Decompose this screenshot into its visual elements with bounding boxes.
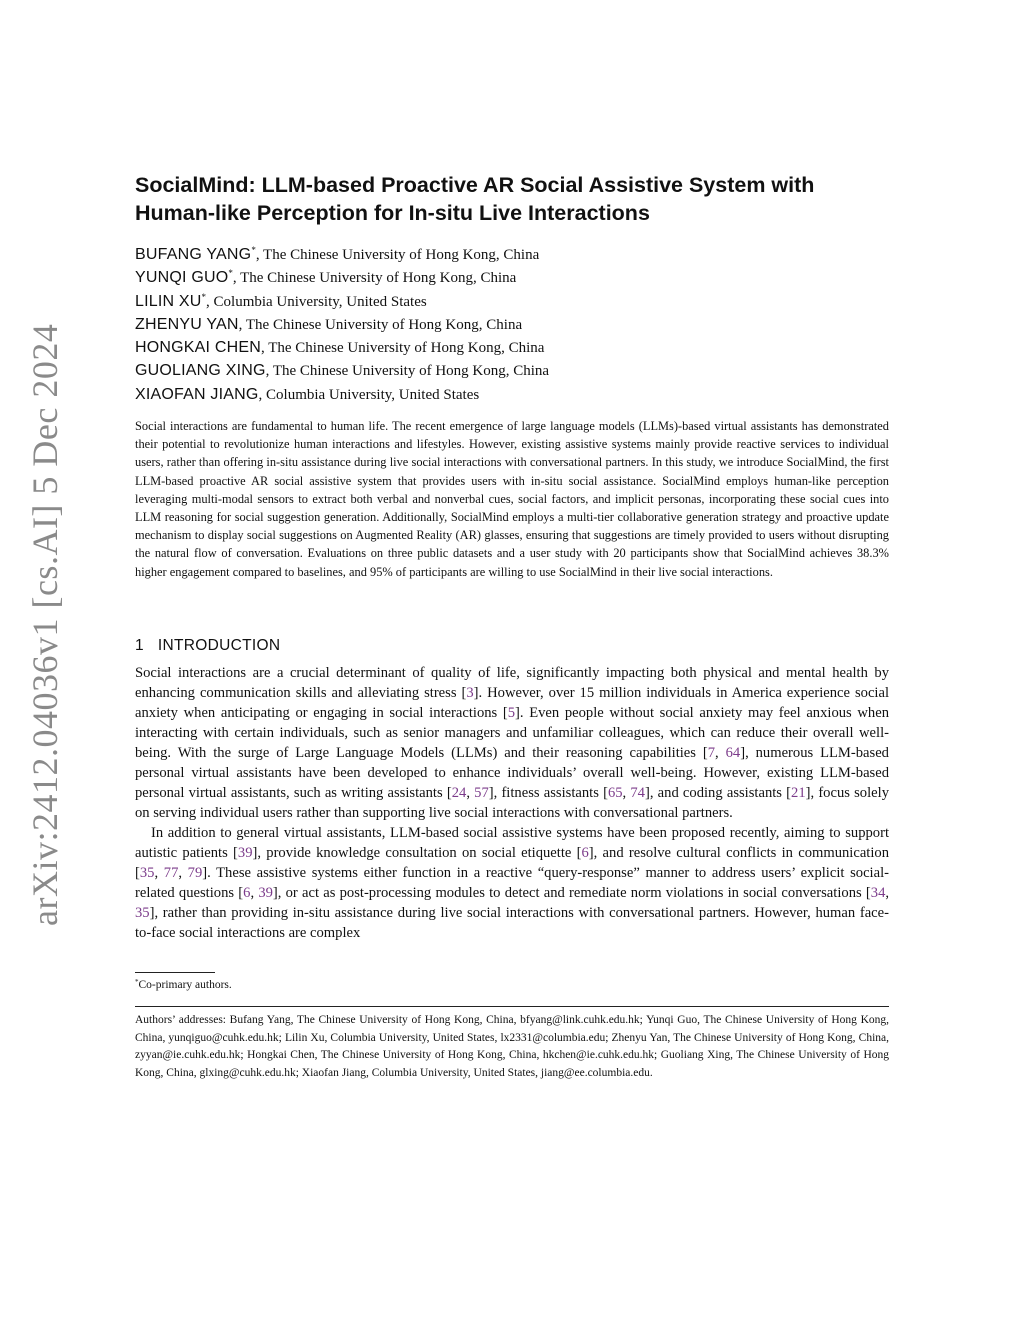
paragraph [135, 823, 889, 943]
author-name: XIAOFAN JIANG [135, 385, 259, 403]
author-entry [135, 359, 889, 382]
text-run: , [250, 885, 259, 901]
co-primary-mark: * [228, 268, 233, 279]
citation-link[interactable]: 57 [474, 785, 489, 801]
citation-link[interactable]: 74 [630, 785, 645, 801]
citation-link[interactable]: 24 [451, 785, 467, 801]
text-run: ]. However, over 15 million individuals in America experience social anxiety when anticipating or engaging in social interactions [ [135, 685, 890, 721]
paper-title: SocialMind: LLM-based Proactive AR Social Assistive System with Human-like Perception for In-situ Live Interactions [135, 173, 815, 225]
co-primary-mark: * [201, 291, 207, 302]
text-run: , [466, 785, 475, 801]
author-affiliation: , The Chinese University of Hong Kong, China [265, 363, 550, 380]
section-title: INTRODUCTION [157, 637, 281, 654]
text-run: ], or act as post-processing modules to detect and remediate norm violations in social conversations [ [272, 885, 871, 901]
text-run: ], numerous LLM-based personal virtual assistants have been developed to enhance individuals’ overall well-being. However, existing LLM-based personal virtual assistants, such as writing assistants [ [135, 745, 889, 801]
author-affiliation: , The Chinese University of Hong Kong, China [260, 340, 545, 357]
addresses-divider [135, 1006, 889, 1007]
text-run: , [715, 745, 726, 761]
paragraph [135, 663, 889, 823]
text-run: , [622, 785, 631, 801]
author-name: YUNQI GUO [135, 269, 229, 287]
section-heading [135, 637, 280, 655]
introduction-body [135, 663, 889, 943]
citation-link[interactable]: 64 [725, 745, 741, 761]
author-name: HONGKAI CHEN [135, 339, 261, 357]
author-affiliation: , Columbia University, United States [258, 386, 480, 403]
author-affiliation: , Columbia University, United States [206, 293, 427, 310]
citation-link[interactable]: 6 [243, 885, 251, 901]
citation-link[interactable]: 6 [581, 845, 589, 861]
author-entry [135, 336, 889, 359]
citation-link[interactable]: 34 [870, 885, 886, 901]
text-run: ], rather than providing in-situ assistance during live social interactions with conversational partners. However, human face-to-face social interactions are complex [135, 905, 889, 941]
author-affiliation: , The Chinese University of Hong Kong, China [238, 316, 523, 333]
footnote [135, 979, 232, 991]
text-run: ]. These assistive systems either function in a reactive “query-response” manner to address users’ explicit social-related questions [ [135, 865, 889, 901]
author-entry [135, 383, 889, 406]
citation-link[interactable]: 77 [163, 865, 179, 881]
text-run: ], focus solely on serving individual users rather than supporting live social interactions with conversational partners. [135, 785, 889, 821]
author-affiliation: , The Chinese University of Hong Kong, China [255, 247, 540, 263]
citation-link[interactable]: 39 [258, 885, 273, 901]
author-affiliation: , The Chinese University of Hong Kong, China [232, 270, 517, 287]
citation-link[interactable]: 35 [139, 865, 155, 881]
citation-link[interactable]: 21 [791, 785, 806, 801]
text-run: ], and coding assistants [ [644, 785, 792, 801]
footnote-divider [135, 972, 215, 973]
author-addresses: Authors’ addresses: Bufang Yang, The Chinese University of Hong Kong, China, bfyang@link.cuhk.edu.hk; Yunqi Guo, The Chinese University of Hong Kong, China, yunqiguo@cuhk.edu.hk; Lilin Xu, Columbia University, United States, lx2331@columbia.edu; Zhenyu Yan, The Chinese University of Hong Kong, China, zyyan@ie.cuhk.edu.hk; Hongkai Chen, The Chinese University of Hong Kong, China, hkchen@ie.cuhk.edu.hk; Guoliang Xing, The Chinese University of Hong Kong, China, glxing@cuhk.edu.hk; Xiaofan Jiang, Columbia University, United States, jiang@ee.columbia.edu. [135, 1014, 889, 1079]
text-run: ], fitness assistants [ [488, 785, 608, 801]
author-entry [135, 266, 889, 289]
citation-link[interactable]: 79 [187, 865, 203, 881]
abstract: Social interactions are fundamental to human life. The recent emergence of large language models (LLMs)-based virtual assistants has demonstrated their potential to revolutionize human interactions and lifestyles. However, existing assistive systems mainly provide reactive services to individual users, rather than offering in-situ assistance during live social interactions with conversational partners. In this study, we introduce SocialMind, the first LLM-based proactive AR social assistive system that provides users with in-situ social assistance. SocialMind employs human-like perception leveraging multi-modal sensors to extract both verbal and nonverbal cues, social factors, and implicit personas, incorporating these social cues into LLM reasoning for social suggestion generation. Additionally, SocialMind employs a multi-tier collaborative generation strategy and proactive update mechanism to display social suggestions on Augmented Reality (AR) glasses, ensuring that suggestions are timely provided to users without disrupting the natural flow of conversation. Evaluations on three public datasets and a user study with 20 participants show that SocialMind achieves 38.3% higher engagement compared to baselines, and 95% of participants are willing to use SocialMind in their live social interactions. [135, 419, 889, 579]
text-run: ], and resolve cultural conflicts in communication [ [135, 845, 889, 881]
text-run: , [885, 885, 890, 901]
footnote-mark: * [135, 978, 139, 986]
author-name: BUFANG YANG [135, 246, 252, 263]
author-name: ZHENYU YAN [135, 315, 239, 333]
text-run: , [178, 865, 188, 881]
text-run: In addition to general virtual assistants, LLM-based social assistive systems have been proposed recently, aiming to support autistic patients [ [135, 825, 889, 861]
citation-link[interactable]: 7 [707, 745, 716, 761]
author-name: LILIN XU [135, 292, 202, 310]
arxiv-identifier: arXiv:2412.04036v1 [cs.AI] 5 Dec 2024 [25, 323, 65, 926]
author-list [135, 243, 889, 406]
citation-link[interactable]: 39 [237, 845, 253, 861]
text-run: Social interactions are a crucial determinant of quality of life, significantly impacting both physical and mental health by enhancing communication skills and alleviating stress [ [135, 665, 889, 701]
citation-link[interactable]: 3 [466, 685, 474, 701]
citation-link[interactable]: 5 [507, 705, 516, 721]
author-name: GUOLIANG XING [135, 362, 266, 380]
text-run: ], provide knowledge consultation on social etiquette [ [252, 845, 582, 861]
footnote-text: Co-primary authors. [138, 979, 232, 991]
section-number: 1 [135, 637, 144, 654]
author-entry [135, 313, 889, 336]
text-run: , [154, 865, 164, 881]
co-primary-mark: * [251, 245, 256, 255]
citation-link[interactable]: 65 [607, 785, 623, 801]
author-entry [135, 243, 889, 266]
text-run: ]. Even people without social anxiety may feel anxious when interacting with certain individuals, such as senior managers and unfamiliar colleagues, which can reduce their overall well-being. With the surge of Large Language Models (LLMs) and their reasoning capabilities [ [135, 705, 889, 761]
citation-link[interactable]: 35 [135, 905, 150, 921]
author-entry [135, 290, 889, 313]
